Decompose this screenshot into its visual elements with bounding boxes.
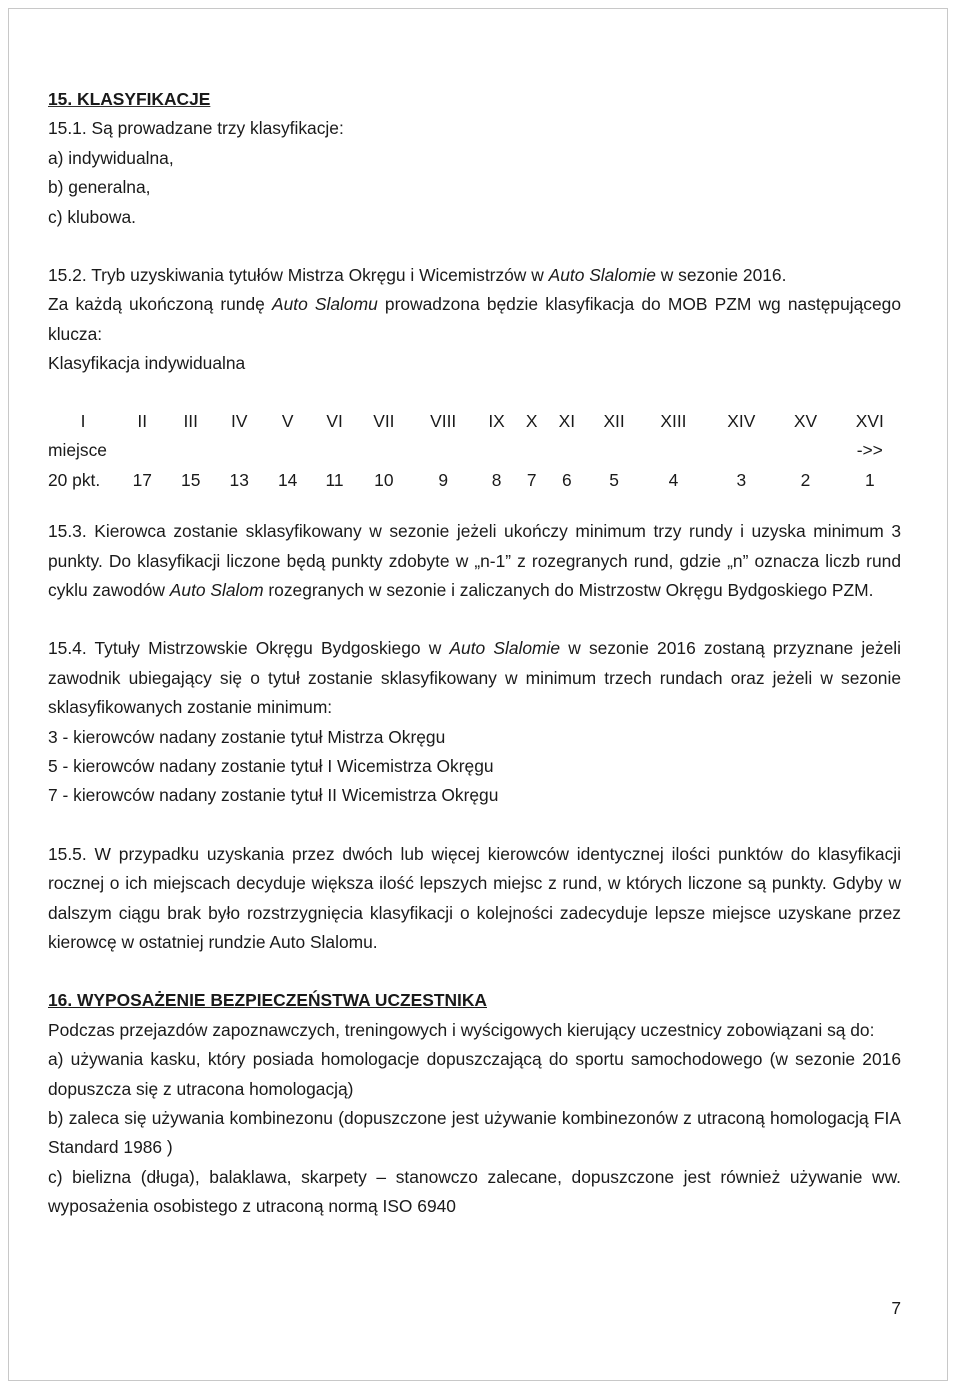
list-item: 5 - kierowców nadany zostanie tytuł I Wicemistrza Okręgu — [48, 756, 494, 776]
table-cell: 7 — [526, 469, 537, 490]
table-cell: 6 — [562, 469, 572, 490]
table-cell: X — [525, 410, 538, 431]
list-item: b) zaleca się używania kombinezonu (dopuszczone jest używanie kombinezonów z utraconą homologacją FIA Standard 1986 ) — [48, 1108, 901, 1158]
points-table — [48, 407, 905, 496]
table-cell: 13 — [229, 469, 249, 490]
list-item: c) klubowa. — [48, 206, 136, 227]
table-cell: VI — [326, 410, 343, 431]
table-cell: 2 — [800, 469, 811, 490]
page-number: 7 — [891, 1298, 901, 1318]
list-item: a) indywidualna, — [48, 147, 174, 168]
table-cell: miejsce — [48, 440, 107, 461]
table-cell: 4 — [668, 469, 679, 490]
table-cell: ->> — [856, 440, 883, 461]
table-cell: V — [281, 410, 294, 431]
paragraph-16-intro: Podczas przejazdów zapoznawczych, treningowych i wyścigowych kierujący uczestnicy zobowiązani są do: — [48, 1019, 875, 1040]
table-cell: XIV — [727, 410, 756, 431]
paragraph-15-3: 15.3. Kierowca zostanie sklasyfikowany w sezonie jeżeli ukończy minimum trzy rundy i uzyska minimum 3 punkty. Do klasyfikacji liczone będą punkty zdobyte w „n-1” z rozegranych rund, gdzie „n” oznacza liczb rund cyklu zawodów Auto Slalom rozegranych w sezonie i zaliczanych do Mistrzostw Okręgu Bydgoskiego PZM. — [48, 521, 901, 600]
table-cell: 3 — [736, 469, 747, 490]
table-row-points — [48, 466, 905, 496]
table-cell: 15 — [181, 469, 201, 490]
table-cell: I — [80, 410, 86, 431]
table-row-label — [48, 436, 905, 466]
table-cell: 14 — [278, 469, 298, 490]
table-cell: XVI — [855, 410, 884, 431]
list-item: c) bielizna (długa), balaklawa, skarpety – stanowczo zalecane, dopuszczone jest również używanie ww. wyposażenia osobistego z utraconą normą ISO 6940 — [48, 1166, 901, 1217]
table-row-places — [48, 407, 905, 437]
document-body — [48, 85, 901, 1222]
table-cell: XIII — [660, 410, 687, 431]
table-cell: VIII — [430, 410, 457, 431]
table-cell: IX — [488, 410, 505, 431]
table-cell: 11 — [325, 469, 344, 490]
table-cell: 9 — [438, 469, 449, 490]
list-item: 3 - kierowców nadany zostanie tytuł Mistrza Okręgu — [48, 726, 446, 747]
section-15-title: 15. KLASYFIKACJE — [48, 89, 211, 109]
paragraph-15-2: 15.2. Tryb uzyskiwania tytułów Mistrza Okręgu i Wicemistrzów w Auto Slalomie w sezonie 2016. — [48, 265, 787, 286]
list-item: 7 - kierowców nadany zostanie tytuł II Wicemistrza Okręgu — [48, 785, 499, 806]
paragraph-15-1: 15.1. Są prowadzane trzy klasyfikacje: — [48, 118, 344, 139]
table-cell: IV — [230, 410, 248, 431]
paragraph-15-4: 15.4. Tytuły Mistrzowskie Okręgu Bydgoskiego w Auto Slalomie w sezonie 2016 zostaną przyznane jeżeli zawodnik ubiegający się o tytuł zostanie sklasyfikowany w minimum trzech rundach oraz jeżeli w sezonie sklasyfikowanych zostanie minimum: — [48, 638, 901, 718]
table-cell: 20 pkt. — [48, 469, 101, 490]
table-cell: 17 — [132, 469, 152, 490]
list-item: b) generalna, — [48, 177, 151, 198]
table-cell: VII — [373, 410, 395, 431]
table-cell: 1 — [864, 469, 875, 490]
table-cell: II — [137, 410, 148, 431]
table-cell: III — [183, 410, 198, 431]
table-cell: XV — [793, 410, 818, 431]
paragraph-15-2-key: Za każdą ukończoną rundę Auto Slalomu prowadzona będzie klasyfikacja do MOB PZM wg następującego klucza: — [48, 294, 902, 344]
section-16-title: 16. WYPOSAŻENIE BEZPIECZEŃSTWA UCZESTNIKA — [48, 990, 487, 1011]
table-cell: 5 — [609, 469, 619, 490]
classification-label: Klasyfikacja indywidualna — [48, 353, 246, 374]
list-item: a) używania kasku, który posiada homologacje dopuszczającą do sportu samochodowego (w sezonie 2016 dopuszcza się z utracona homologacją) — [48, 1049, 901, 1099]
table-cell: 8 — [491, 469, 502, 490]
table-cell: 10 — [374, 469, 394, 490]
table-cell: XII — [603, 410, 625, 431]
paragraph-15-5: 15.5. W przypadku uzyskania przez dwóch lub więcej kierowców identycznej ilości punktów do klasyfikacji rocznej o ich miejscach decyduje większa ilość lepszych miejsc z rund, w których liczone są punkty. Gdyby w dalszym ciągu brak było rozstrzygnięcia klasyfikacji o kolejności zadecyduje lepsze miejsce uzyskane przez kierowcę w ostatniej rundzie Auto Slalomu. — [48, 843, 901, 953]
table-cell: XI — [558, 410, 576, 431]
